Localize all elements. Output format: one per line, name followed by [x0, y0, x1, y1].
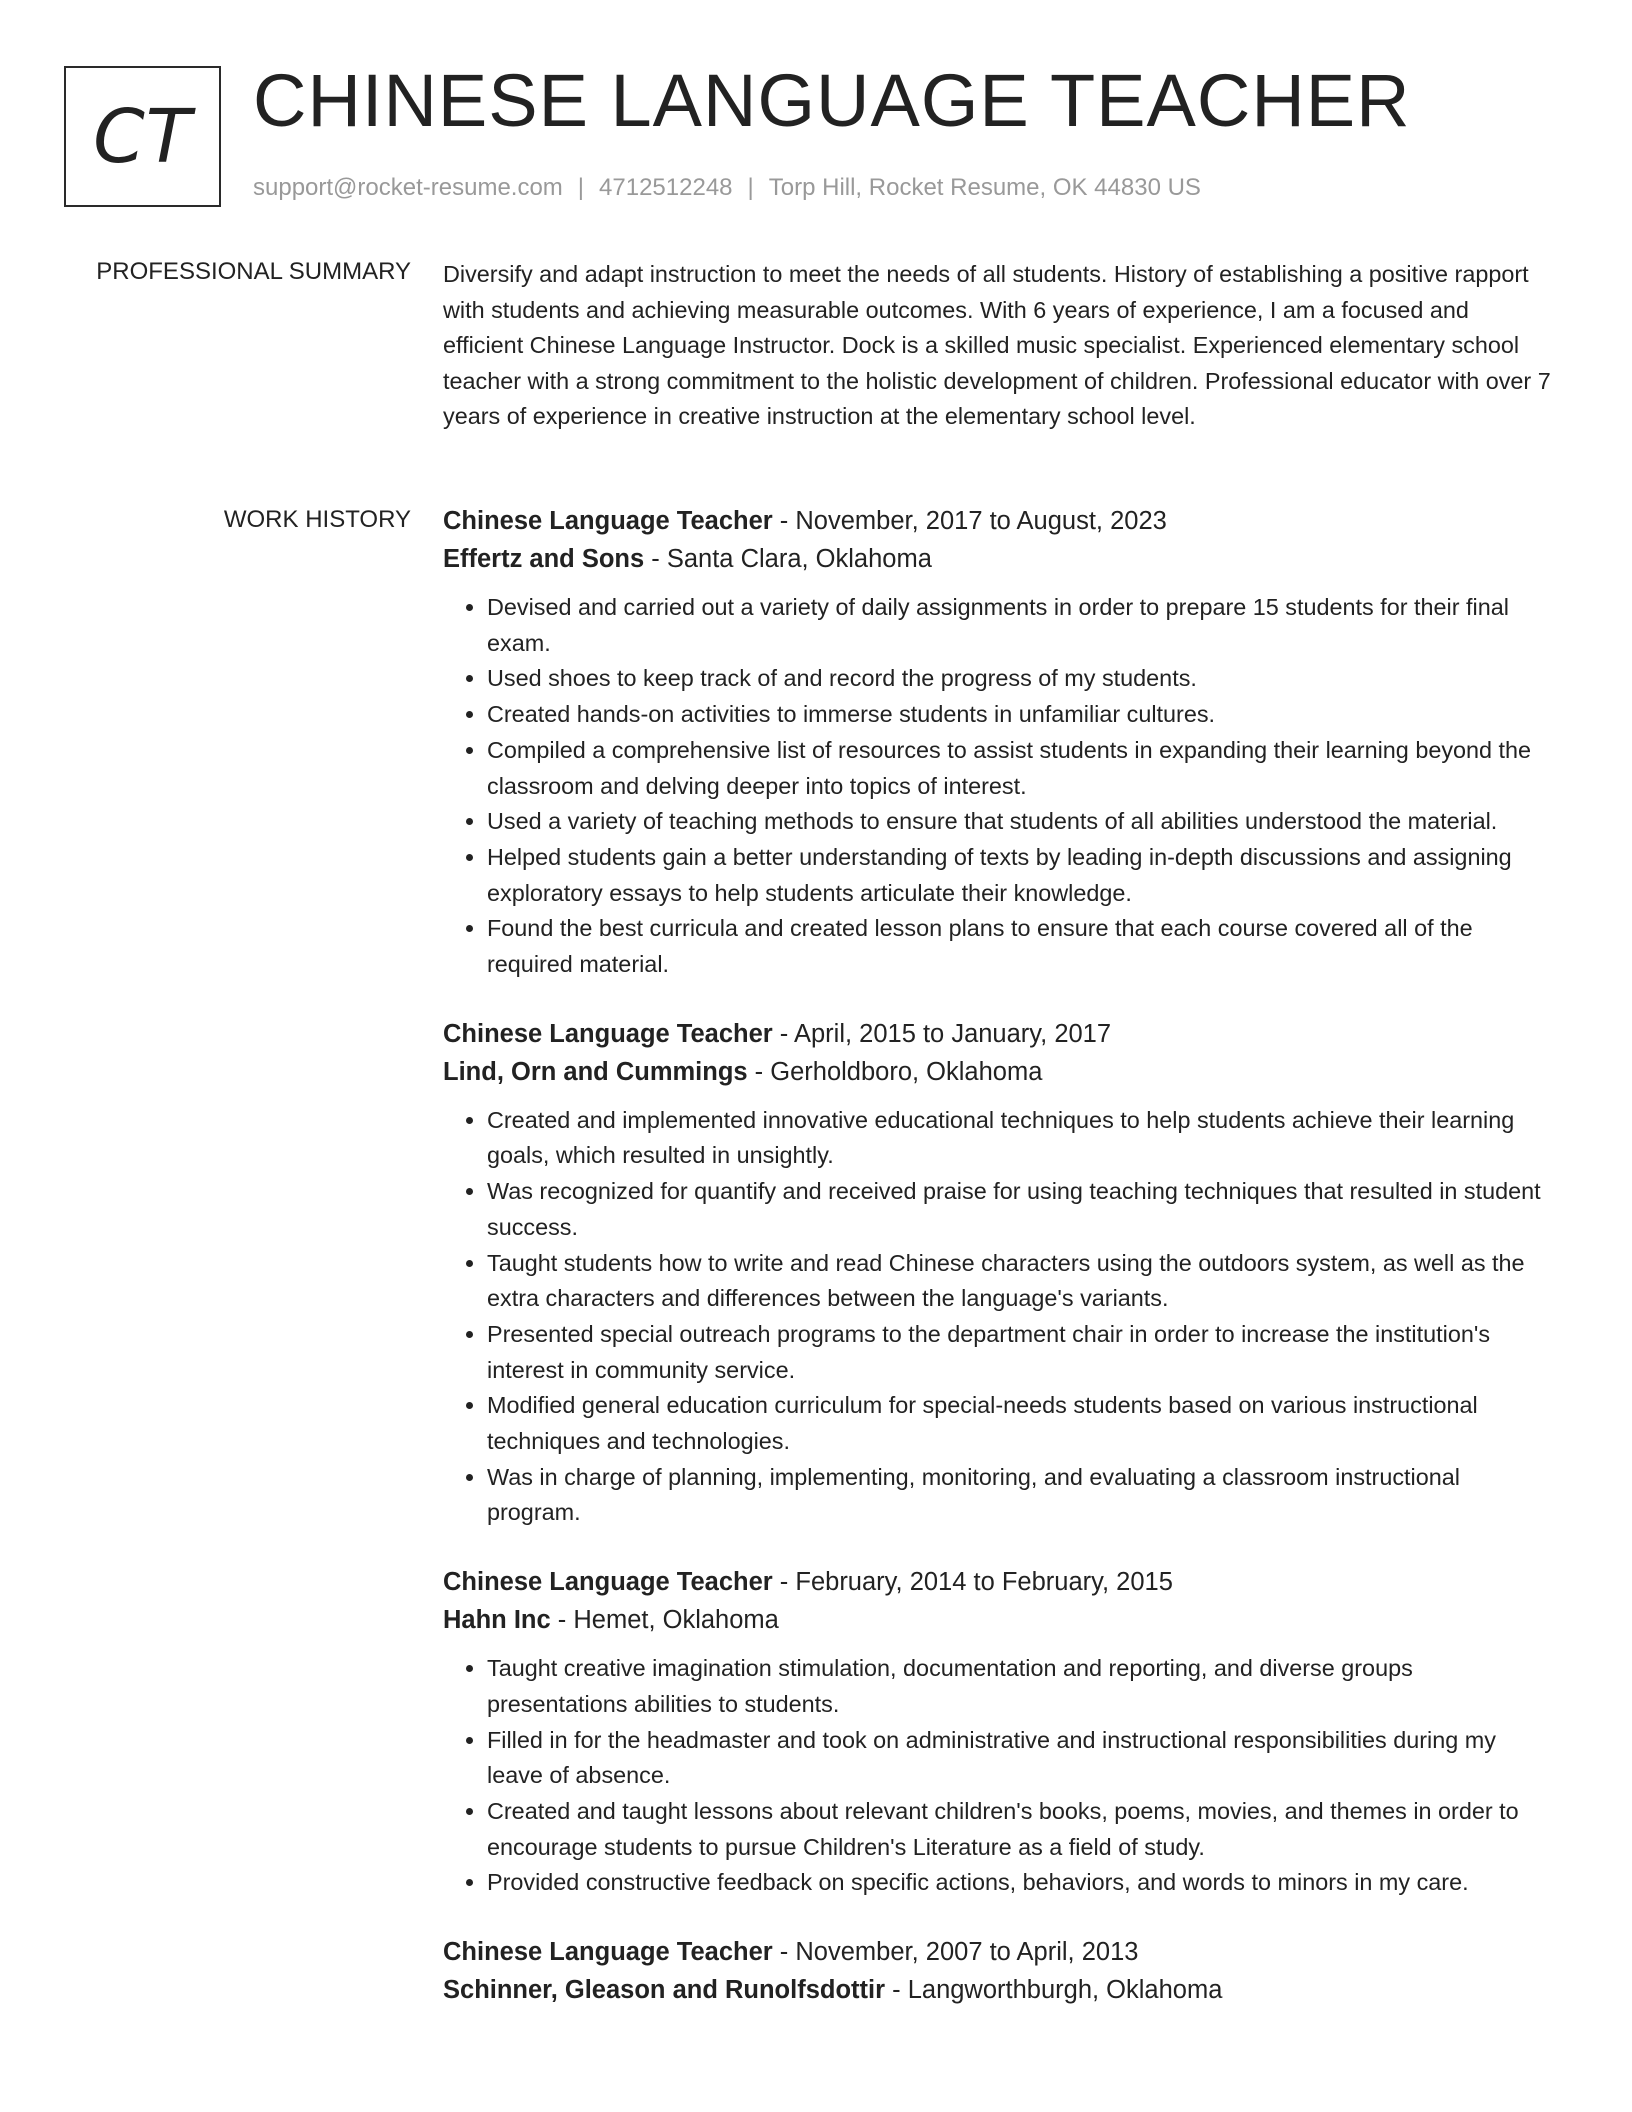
list-item: • Taught students how to write and read Chinese characters using the outdoors system, as well as the extra characters and differences between the language's variants.: [487, 1246, 1553, 1317]
monogram-initials: CT: [93, 93, 192, 180]
job-bullets: [443, 1651, 1553, 1901]
job-dates: - November, 2007 to April, 2013: [772, 1938, 1139, 1967]
job-location: - Santa Clara, Oklahoma: [644, 545, 932, 573]
contact-separator: |: [577, 174, 585, 201]
resume-title: CHINESE LANGUAGE TEACHER: [253, 59, 1411, 142]
job-location: - Langworthburgh, Oklahoma: [885, 1976, 1223, 2005]
list-item: • Was recognized for quantify and received praise for using teaching techniques that resulted in student success.: [487, 1174, 1553, 1245]
job-title-line: [443, 502, 1553, 540]
job-location: - Hemet, Oklahoma: [550, 1606, 779, 1635]
summary-text: Diversify and adapt instruction to meet the needs of all students. History of establishing a positive rapport with students and achieving measurable outcomes. With 6 years of experience, I am a focused and efficient Chinese Language Instructor. Dock is a skilled music specialist. Experienced elementary school teacher with a strong commitment to the holistic development of children. Professional educator with over 7 years of experience in creative instruction at the elementary school level.: [443, 261, 1551, 430]
job-bullets: [443, 1103, 1553, 1531]
list-item: • Devised and carried out a variety of daily assignments in order to prepare 15 students for their final exam.: [487, 590, 1553, 661]
job-company-line: [443, 540, 1553, 578]
list-item: • Modified general education curriculum for special-needs students based on various instructional techniques and technologies.: [487, 1388, 1553, 1459]
list-item: • Compiled a comprehensive list of resources to assist students in expanding their learning beyond the classroom and delving deeper into topics of interest.: [487, 733, 1553, 804]
job-dates: - April, 2015 to January, 2017: [772, 1019, 1112, 1048]
monogram-box: [64, 66, 221, 207]
job-entry: [443, 1563, 1553, 1901]
job-entry: [443, 502, 1553, 983]
job-entry: [443, 1933, 1553, 2009]
list-item: • Created and taught lessons about relevant children's books, poems, movies, and themes in order to encourage students to pursue Children's Literature as a field of study.: [487, 1794, 1553, 1865]
job-company-line: [443, 1971, 1553, 2009]
job-company: Schinner, Gleason and Runolfsdottir: [443, 1976, 886, 2005]
job-bullets: [443, 590, 1553, 983]
list-item: • Helped students gain a better understanding of texts by leading in-depth discussions and assigning exploratory essays to help students articulate their knowledge.: [487, 840, 1553, 911]
job-dates: - February, 2014 to February, 2015: [772, 1568, 1173, 1597]
list-item: • Used a variety of teaching methods to ensure that students of all abilities understood the material.: [487, 804, 1553, 840]
job-title-line: [443, 1015, 1553, 1053]
job-title: Chinese Language Teacher: [443, 1019, 773, 1048]
contact-separator: |: [747, 174, 754, 201]
job-title: Chinese Language Teacher: [443, 507, 773, 535]
job-title-line: [443, 1933, 1553, 1971]
contact-email: support@rocket-resume.com: [253, 174, 563, 201]
list-item: • Provided constructive feedback on specific actions, behaviors, and words to minors in my care.: [487, 1865, 1553, 1901]
job-company-line: [443, 1601, 1553, 1639]
job-title-line: [443, 1563, 1553, 1601]
contact-line: [253, 174, 1201, 202]
job-title: Chinese Language Teacher: [443, 1938, 773, 1967]
work-history-section: [443, 502, 1553, 2021]
list-item: • Used shoes to keep track of and record the progress of my students.: [487, 661, 1553, 697]
list-item: • Created hands-on activities to immerse students in unfamiliar cultures.: [487, 697, 1553, 733]
list-item: • Created and implemented innovative educational techniques to help students achieve their learning goals, which resulted in unsightly.: [487, 1103, 1553, 1174]
job-company-line: [443, 1053, 1553, 1091]
job-company: Effertz and Sons: [443, 545, 645, 573]
list-item: • Found the best curricula and created lesson plans to ensure that each course covered all of the required material.: [487, 911, 1553, 982]
contact-address: Torp Hill, Rocket Resume, OK 44830 US: [768, 174, 1201, 201]
section-label-summary: PROFESSIONAL SUMMARY: [96, 258, 411, 285]
section-label-work-history: WORK HISTORY: [223, 506, 411, 533]
job-title: Chinese Language Teacher: [443, 1568, 773, 1597]
job-entry: [443, 1015, 1553, 1531]
summary-section: [443, 257, 1553, 435]
list-item: • Filled in for the headmaster and took on administrative and instructional responsibilities during my leave of absence.: [487, 1723, 1553, 1794]
list-item: • Was in charge of planning, implementing, monitoring, and evaluating a classroom instructional program.: [487, 1460, 1553, 1531]
job-company: Hahn Inc: [443, 1606, 551, 1635]
job-location: - Gerholdboro, Oklahoma: [747, 1057, 1043, 1086]
contact-phone: 4712512248: [599, 174, 733, 201]
job-dates: - November, 2017 to August, 2023: [772, 507, 1167, 535]
job-company: Lind, Orn and Cummings: [443, 1057, 748, 1086]
list-item: • Presented special outreach programs to the department chair in order to increase the institution's interest in community service.: [487, 1317, 1553, 1388]
list-item: • Taught creative imagination stimulation, documentation and reporting, and diverse groups presentations abilities to students.: [487, 1651, 1553, 1722]
